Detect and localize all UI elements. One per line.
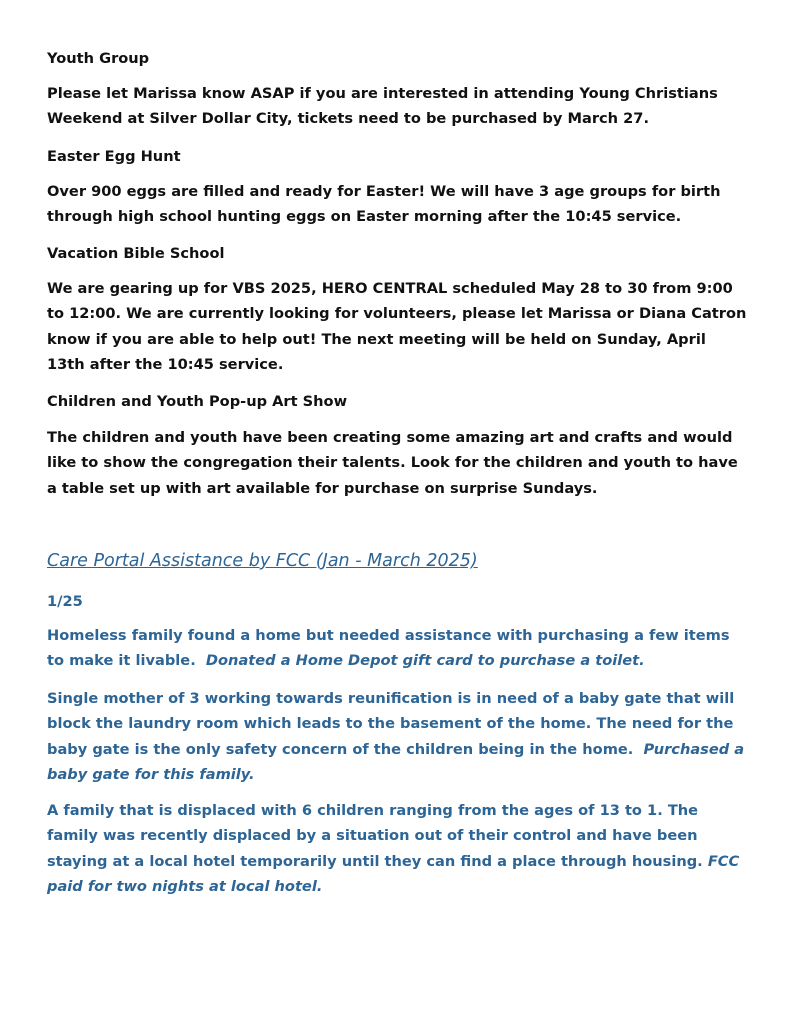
entry-action: FCC paid for two nights at local hotel. xyxy=(47,852,740,895)
entry-text: Homeless family found a home but needed assistance with purchasing a few items to make it livable. xyxy=(47,627,730,670)
vbs-body: We are gearing up for VBS 2025, HERO CENTRAL scheduled May 28 to 30 from 9:00 to 12:00. We are currently looking for volunteers, please let Marissa or Diana Catron know if you are able to help out! The next meeting will be held on Sunday, April 13th after the 10:45 service. xyxy=(47,280,747,373)
youth-group-title: Youth Group xyxy=(47,50,150,67)
care-portal-entry xyxy=(47,686,747,787)
entry-text: A family that is displaced with 6 children ranging from the ages of 13 to 1. The family was recently displaced by a situation out of their control and have been staying at a local hotel temporarily until they can find a place through housing. xyxy=(47,802,703,870)
art-show-body: The children and youth have been creating some amazing art and crafts and would like to show the congregation their talents. Look for the children and youth to have a table set up with art available for purchase on surprise Sundays. xyxy=(47,429,738,497)
easter-egg-hunt-body: Over 900 eggs are filled and ready for Easter! We will have 3 age groups for birth through high school hunting eggs on Easter morning after the 10:45 service. xyxy=(47,183,721,226)
care-portal-heading: Care Portal Assistance by FCC (Jan - March 2025) xyxy=(47,551,478,571)
entry-text: Single mother of 3 working towards reunification is in need of a baby gate that will block the laundry room which leads to the basement of the home. The need for the baby gate is the only safety concern of the children being in the home. xyxy=(47,690,735,758)
entry-action: Donated a Home Depot gift card to purchase a toilet. xyxy=(205,652,645,670)
care-portal-date: 1/25 xyxy=(47,593,83,610)
care-portal-entry xyxy=(47,623,747,674)
entry-action: Purchased a baby gate for this family. xyxy=(47,740,745,783)
care-portal-entry xyxy=(47,798,747,899)
art-show-title: Children and Youth Pop-up Art Show xyxy=(47,393,348,410)
vbs-title: Vacation Bible School xyxy=(47,245,225,262)
easter-egg-hunt-title: Easter Egg Hunt xyxy=(47,148,181,165)
youth-group-body: Please let Marissa know ASAP if you are interested in attending Young Christians Weekend at Silver Dollar City, tickets need to be purchased by March 27. xyxy=(47,85,718,128)
